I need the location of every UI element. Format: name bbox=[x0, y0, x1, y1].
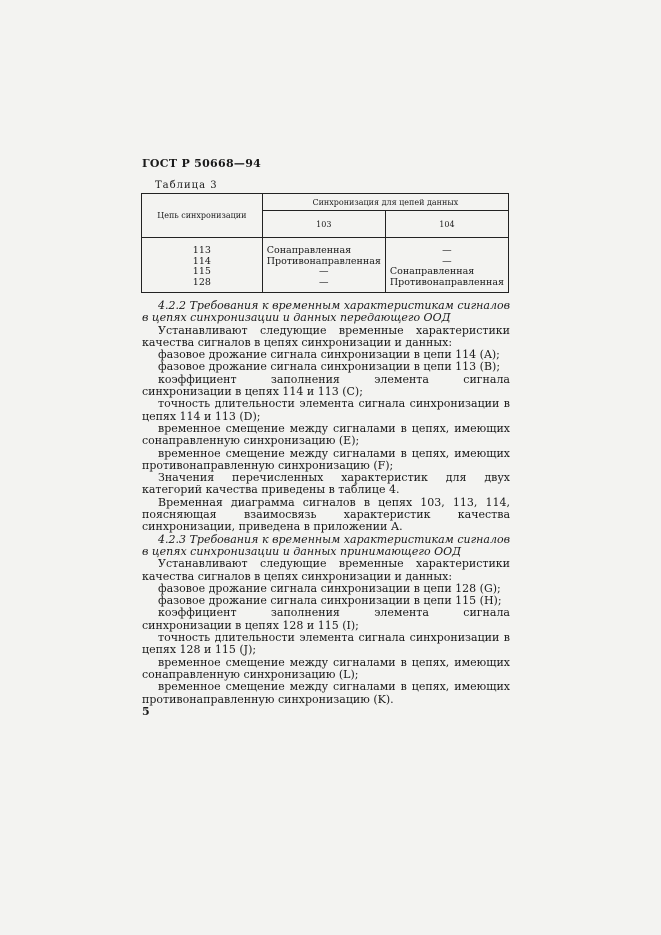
col104-row2: — bbox=[442, 255, 452, 267]
chain-cell bbox=[142, 238, 263, 293]
col-103-header: 103 bbox=[262, 211, 385, 238]
col103-row1: Сонаправленная bbox=[266, 245, 352, 256]
paragraph: фазовое дрожание сигнала синхронизации в цепи 114 (A); bbox=[158, 348, 500, 362]
col103-row3: — bbox=[319, 266, 329, 277]
col104-row1: — bbox=[442, 245, 452, 256]
chain-128: 128 bbox=[192, 276, 211, 288]
paragraph: временное смещение между сигналами в цепях, имеющих сонаправленную синхронизацию (E); bbox=[142, 421, 510, 448]
col103-row2: Противонаправленная bbox=[266, 255, 381, 267]
paragraph: временное смещение между сигналами в цепях, имеющих противонаправленную синхронизацию (F); bbox=[142, 446, 510, 472]
chain-114: 114 bbox=[192, 255, 211, 267]
paragraph: коэффициент заполнения элемента сигнала синхронизации в цепях 114 и 113 (C); bbox=[142, 372, 510, 399]
sync-table bbox=[141, 193, 509, 293]
paragraph: Устанавливают следующие временные характеристики качества сигналов в цепях синхронизации и данных: bbox=[142, 323, 510, 349]
table-caption: Таблица 3 bbox=[155, 180, 218, 191]
col-group-header: Синхронизация для цепей данных bbox=[262, 194, 508, 211]
paragraph: Значения перечисленных характеристик для двух категорий качества приведены в таблице 4. bbox=[142, 471, 510, 497]
paragraph: фазовое дрожание сигнала синхронизации в цепи 128 (G); bbox=[158, 581, 501, 595]
document-header: ГОСТ Р 50668—94 bbox=[142, 157, 262, 170]
paragraph: фазовое дрожание сигнала синхронизации в цепи 113 (B); bbox=[158, 360, 501, 374]
paragraph: 4.2.3 Требования к временным характеристикам сигналов в цепях синхронизации и данных принимающего ООД bbox=[142, 532, 510, 558]
paragraph: точность длительности элемента сигнала синхронизации в цепях 114 и 113 (D); bbox=[142, 397, 510, 423]
page-number: 5 bbox=[142, 705, 150, 718]
chain-113: 113 bbox=[192, 245, 211, 256]
col104-row4: Противонаправленная bbox=[389, 276, 504, 288]
paragraph: фазовое дрожание сигнала синхронизации в цепи 115 (H); bbox=[158, 594, 502, 608]
paragraph: 4.2.2 Требования к временным характеристикам сигналов в цепях синхронизации и данных передающего ООД bbox=[142, 299, 510, 325]
body-text bbox=[142, 300, 510, 706]
paragraph: коэффициент заполнения элемента сигнала синхронизации в цепях 128 и 115 (I); bbox=[142, 606, 510, 632]
col-104-cell bbox=[385, 238, 508, 293]
chain-115: 115 bbox=[192, 266, 211, 277]
col-chain-header: Цепь синхронизации bbox=[142, 194, 263, 238]
paragraph: Устанавливают следующие временные характеристики качества сигналов в цепях синхронизации и данных: bbox=[142, 557, 510, 583]
paragraph: Временная диаграмма сигналов в цепях 103, 113, 114, поясняющая взаимосвязь характеристик качества синхронизации, приведена в приложении А. bbox=[142, 495, 510, 534]
paragraph: временное смещение между сигналами в цепях, имеющих сонаправленную синхронизацию (L); bbox=[142, 655, 510, 681]
paragraph: точность длительности элемента сигнала синхронизации в цепях 128 и 115 (J); bbox=[142, 631, 510, 657]
col104-row3: Сонаправленная bbox=[389, 266, 475, 277]
paragraph: временное смещение между сигналами в цепях, имеющих противонаправленную синхронизацию (K). bbox=[142, 680, 510, 706]
col-104-header: 104 bbox=[385, 211, 508, 238]
col103-row4: — bbox=[319, 276, 329, 288]
col-103-cell bbox=[262, 238, 385, 293]
